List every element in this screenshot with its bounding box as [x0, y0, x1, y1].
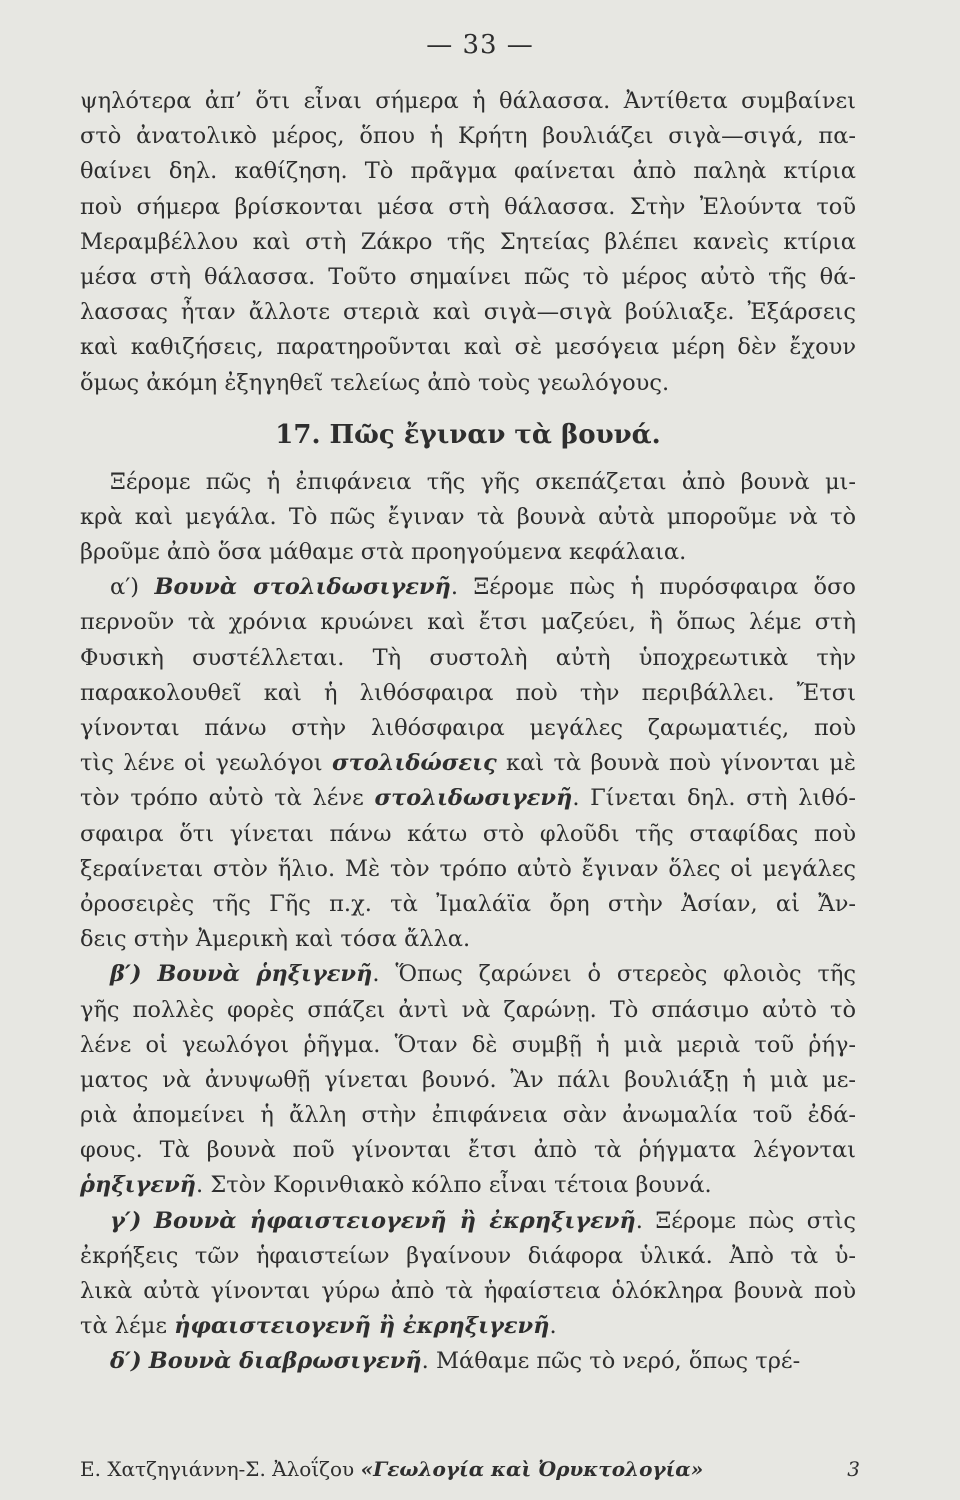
text-line: ματος νὰ ἀνυψωθῇ γίνεται βουνό. Ἂν πάλι βουλιάξῃ ἡ μιὰ με-	[80, 1066, 856, 1093]
term-rixigeni: ῥηξιγενῆ	[80, 1172, 197, 1199]
text-run: . Γίνεται δηλ. στὴ λιθό-	[572, 785, 857, 812]
text-line: λένε οἱ γεωλόγοι ῥῆγμα. Ὅταν δὲ συμβῇ ἡ μιὰ μεριὰ τοῦ ῥήγ-	[80, 1031, 856, 1058]
text-run: . Στὸν Κορινθιακὸ κόλπο εἶναι τέτοια βουνά.	[196, 1172, 712, 1199]
text-line: ξεραίνεται στὸν ἥλιο. Μὲ τὸν τρόπο αὐτὸ ἔγιναν ὅλες οἱ μεγάλες	[80, 855, 856, 882]
text-line: ἐκρήξεις τῶν ἡφαιστείων βγαίνουν διάφορα ὑλικά. Ἀπὸ τὰ ὑ-	[80, 1242, 856, 1269]
text-line	[80, 1168, 856, 1203]
text-line: γῆς πολλὲς φορὲς σπάζει ἀντὶ νὰ ζαρώνῃ. Τὸ σπάσιμο αὐτὸ τὸ	[80, 996, 856, 1023]
text-line	[80, 746, 856, 781]
text-line: ριὰ ἀπομείνει ἡ ἄλλη στὴν ἐπιφάνεια σὰν ἀνωμαλία τοῦ ἐδά-	[80, 1102, 856, 1129]
text-run: .	[549, 1313, 557, 1340]
subsection-a-label: α′)	[110, 574, 140, 601]
text-line: ποὺ σήμερα βρίσκονται μέσα στὴ θάλασσα. Στὴν Ἐλούντα τοῦ	[80, 193, 856, 220]
text-run: τὰ λέμε	[80, 1313, 175, 1340]
term-stolidosigeni: στολιδωσιγενῆ	[374, 785, 573, 812]
subsection-c-first-line	[80, 1204, 856, 1239]
subsection-b-title: Βουνὰ ῥηξιγενῆ	[157, 961, 373, 988]
text-line: παρακολουθεῖ καὶ ἡ λιθόσφαιρα ποὺ τὴν περιβάλλει. Ἔτσι	[80, 679, 856, 706]
subsection-a-title: Βουνὰ στολιδωσιγενῆ	[154, 574, 451, 601]
text-run: . Ὅπως ζαρώνει ὁ στερεὸς φλοιὸς τῆς	[372, 961, 856, 988]
body-text	[80, 84, 856, 1380]
text-run: τὶς λένε οἱ γεωλόγοι	[80, 750, 332, 777]
page-footer	[80, 1457, 860, 1481]
term-stolidoseis: στολιδώσεις	[332, 750, 497, 777]
text-run: καὶ τὰ βουνὰ ποὺ γίνονται μὲ	[496, 750, 856, 777]
text-line: Μεραμβέλλου καὶ στὴ Ζάκρο τῆς Σητείας βλέπει κανεὶς κτίρια	[80, 228, 856, 255]
text-line: βροῦμε ἀπὸ ὅσα μάθαμε στὰ προηγούμενα κεφάλαια.	[80, 539, 687, 566]
subsection-b-label: β′)	[110, 961, 142, 988]
text-line: θαίνει δηλ. καθίζηση. Τὸ πρᾶγμα φαίνεται ἀπὸ παληὰ κτίρια	[80, 158, 856, 185]
subsection-a-first-line	[80, 570, 856, 605]
text-line: Φυσικὴ συστέλλεται. Τὴ συστολὴ αὐτὴ ὑποχρεωτικὰ τὴν	[80, 644, 856, 671]
subsection-d-label: δ′)	[110, 1348, 142, 1375]
page-number: — 33 —	[426, 30, 534, 60]
text-line	[80, 1309, 856, 1344]
subsection-c-title: Βουνὰ ἡφαιστειογενῆ ἢ ἐκρηξιγενῆ	[153, 1207, 636, 1234]
section-heading: 17. Πῶς ἔγιναν τὰ βουνά.	[275, 419, 661, 450]
footer-author: Ε. Χατζηγιάννη-Σ. Ἀλοΐζου	[80, 1457, 361, 1481]
text-run: . Μάθαμε πῶς τὸ νερό, ὅπως τρέ-	[421, 1348, 801, 1375]
subsection-d-title: Βουνὰ διαβρωσιγενῆ	[148, 1348, 422, 1375]
text-run: τὸν τρόπο αὐτὸ τὰ λένε	[80, 785, 375, 812]
subsection-c-label: γ′)	[110, 1207, 142, 1234]
subsection-d-first-line	[80, 1344, 856, 1379]
term-ifaisteiogeni: ἡφαιστειογενῆ ἢ ἐκρηξιγενῆ	[174, 1313, 550, 1340]
text-line: καὶ καθιζήσεις, παρατηροῦνται καὶ σὲ μεσόγεια μέρη δὲν ἔχουν	[80, 334, 856, 361]
text-line: γίνονται πάνω στὴν λιθόσφαιρα μεγάλες ζαρωματιές, ποὺ	[80, 715, 856, 741]
footer-signature: 3	[847, 1457, 860, 1481]
text-line: ὅμως ἀκόμη ἐξηγηθεῖ τελείως ἀπὸ τοὺς γεωλόγους.	[80, 369, 670, 396]
text-line: ψηλότερα ἀπ’ ὅτι εἶναι σήμερα ἡ θάλασσα. Ἀντίθετα συμβαίνει	[80, 88, 856, 114]
text-line: σφαιρα ὅτι γίνεται πάνω κάτω στὸ φλοῦδι τῆς σταφίδας ποὺ	[80, 820, 856, 847]
text-line: δεις στὴν Ἀμερικὴ καὶ τόσα ἄλλα.	[80, 926, 471, 953]
text-run: . Ξέρομε πὼς στὶς	[635, 1207, 857, 1234]
text-line: Ξέρομε πῶς ἡ ἐπιφάνεια τῆς γῆς σκεπάζεται ἀπὸ βουνὰ μι-	[110, 468, 856, 495]
text-run: . Ξέρομε πὼς ἡ πυρόσφαιρα ὅσο	[450, 574, 856, 601]
text-line: στὸ ἀνατολικὸ μέρος, ὅπου ἡ Κρήτη βουλιάζει σιγὰ—σιγά, πα-	[80, 123, 856, 150]
text-line: μέσα στὴ θάλασσα. Τοῦτο σημαίνει πῶς τὸ μέρος αὐτὸ τῆς θά-	[80, 263, 856, 290]
subsection-b-first-line	[80, 957, 856, 992]
footer-book-title: «Γεωλογία καὶ Ὀρυκτολογία»	[360, 1457, 704, 1481]
text-line: φους. Τὰ βουνὰ ποῦ γίνονται ἔτσι ἀπὸ τὰ ῥήγματα λέγονται	[80, 1137, 856, 1164]
text-line: λικὰ αὐτὰ γίνονται γύρω ἀπὸ τὰ ἡφαίστεια ὁλόκληρα βουνὰ ποὺ	[80, 1278, 856, 1304]
text-line: κρὰ καὶ μεγάλα. Τὸ πῶς ἔγιναν τὰ βουνὰ αὐτὰ μποροῦμε νὰ τὸ	[80, 503, 856, 530]
text-line: λασσας ἦταν ἄλλοτε στεριὰ καὶ σιγὰ—σιγὰ βούλιαξε. Ἐξάρσεις	[80, 299, 856, 326]
text-line	[80, 781, 856, 816]
text-line: περνοῦν τὰ χρόνια κρυώνει καὶ ἔτσι μαζεύει, ἢ ὅπως λέμε στὴ	[80, 609, 856, 636]
text-line: ὀροσειρὲς τῆς Γῆς π.χ. τὰ Ἰμαλάϊα ὄρη στὴν Ἀσίαν, αἱ Ἄν-	[80, 890, 856, 917]
